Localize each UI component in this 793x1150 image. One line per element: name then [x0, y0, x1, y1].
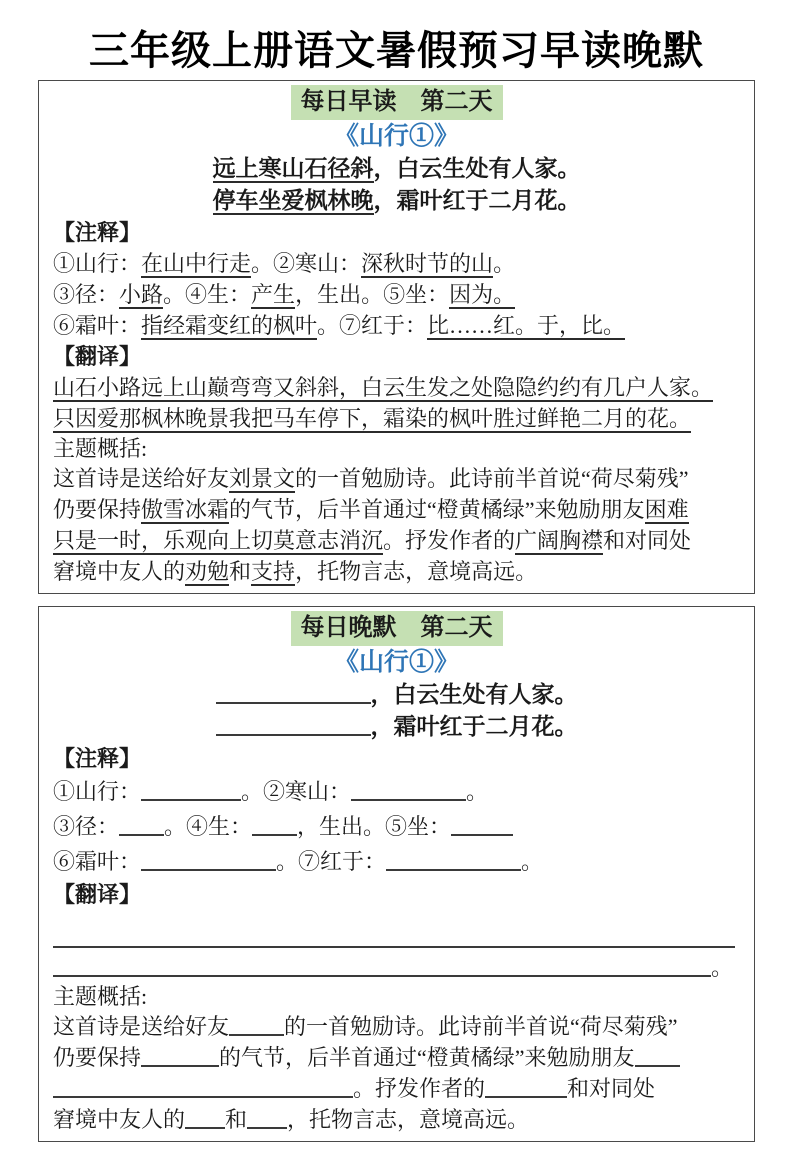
- underlined-answer: 刘景文: [229, 466, 296, 491]
- underlined-answer: 困难: [644, 497, 689, 522]
- answer-blank: [53, 1075, 353, 1098]
- answer-blank: [141, 848, 276, 871]
- poem-line: [53, 711, 740, 743]
- text-run: 和对同处: [603, 528, 692, 553]
- answer-blank: [141, 1044, 219, 1067]
- translation-line: [53, 403, 740, 434]
- text-run: 仍要保持: [53, 497, 142, 522]
- text-run: ，白云生处有人家。: [370, 682, 578, 707]
- theme-line: [53, 525, 740, 556]
- text-run: 。抒发作者的: [353, 1076, 486, 1101]
- underlined-answer: 只因爱那枫林晚景我把马车停下，霜染的枫叶胜过鲜艳二月的花。: [53, 406, 692, 431]
- text-run: 。②寒山：: [241, 779, 352, 804]
- evening-theme: [53, 1011, 740, 1135]
- underlined-answer: 傲雪冰霜: [141, 497, 230, 522]
- text-run: ，托物言志，意境高远。: [287, 1107, 530, 1132]
- morning-header-text: 每日早读 第二天: [291, 85, 503, 120]
- morning-reading-box: [38, 80, 755, 594]
- underlined-answer: 山石小路远上山巅弯弯又斜斜，白云生发之处隐隐约约有几户人家。: [53, 375, 714, 400]
- text-run: 。: [466, 779, 489, 804]
- answer-blank: [635, 1044, 680, 1067]
- answer-blank: [53, 925, 735, 948]
- text-run: 和: [229, 559, 252, 584]
- theme-line: [53, 1073, 740, 1104]
- text-run: 窘境中友人的: [53, 559, 186, 584]
- text-run: ，霜叶红于二月花。: [373, 188, 581, 213]
- evening-notes: [53, 774, 740, 879]
- text-run: 仍要保持: [53, 1045, 142, 1070]
- answer-blank: [185, 1106, 225, 1129]
- text-run: 。⑦红于：: [317, 313, 428, 338]
- text-run: 的气节，后半首通过“橙黄橘绿”来勉励朋友: [219, 1045, 635, 1070]
- evening-poem: [53, 679, 740, 743]
- text-run: 的气节，后半首通过“橙黄橘绿”来勉励朋友: [229, 497, 645, 522]
- underlined-answer: 只是一时，乐观向上切莫意志消沉: [53, 528, 384, 553]
- text-run: 这首诗是送给好友: [53, 466, 230, 491]
- poem-line: [53, 153, 740, 185]
- text-run: 。抒发作者的: [383, 528, 516, 553]
- text-run: ①山行：: [53, 251, 142, 276]
- evening-poem-title: 《山行①》: [333, 649, 459, 676]
- text-run: ①山行：: [53, 779, 142, 804]
- answer-blank: [386, 848, 521, 871]
- morning-theme: [53, 463, 740, 587]
- underlined-answer: 因为。: [449, 282, 516, 307]
- theme-line: [53, 1011, 740, 1042]
- note-line: [53, 809, 740, 844]
- underlined-answer: 在山中行走: [141, 251, 252, 276]
- morning-theme-label: 主题概括:: [53, 436, 148, 461]
- evening-theme-label: 主题概括:: [53, 984, 148, 1009]
- morning-poem-title: 《山行①》: [333, 123, 459, 150]
- morning-header: [53, 85, 740, 120]
- morning-poem: [53, 153, 740, 217]
- answer-blank: [247, 1106, 287, 1129]
- underlined-answer: 劝勉: [185, 559, 230, 584]
- note-line: [53, 844, 740, 879]
- text-run: ，托物言志，意境高远。: [295, 559, 538, 584]
- text-run: ③径：: [53, 814, 120, 839]
- text-run: ，白云生处有人家。: [373, 156, 581, 181]
- text-run: ，霜叶红于二月花。: [370, 714, 578, 739]
- text-run: ，生出。⑤坐：: [295, 282, 450, 307]
- text-run: 。: [521, 849, 544, 874]
- theme-line: [53, 1104, 740, 1135]
- morning-translation-label: 【翻译】: [53, 344, 142, 369]
- note-line: [53, 248, 740, 279]
- text-run: 。⑦红于：: [276, 849, 387, 874]
- answer-blank: [141, 778, 241, 801]
- text-run: ③径：: [53, 282, 120, 307]
- underlined-answer: 广阔胸襟: [515, 528, 604, 553]
- theme-line: [53, 1042, 740, 1073]
- answer-blank: [216, 712, 371, 736]
- answer-blank: [53, 954, 711, 977]
- underlined-answer: 产生: [251, 282, 296, 307]
- text-run: ⑥霜叶：: [53, 849, 142, 874]
- answer-blank: [351, 778, 466, 801]
- theme-line: [53, 556, 740, 587]
- evening-translation: [53, 924, 740, 982]
- text-run: 这首诗是送给好友: [53, 1014, 230, 1039]
- note-line: [53, 279, 740, 310]
- underlined-answer: 比……红。于，比。: [427, 313, 626, 338]
- answer-blank: [485, 1075, 567, 1098]
- theme-line: [53, 494, 740, 525]
- poem-line: [53, 185, 740, 217]
- theme-line: [53, 463, 740, 494]
- underlined-answer: 深秋时节的山: [361, 251, 494, 276]
- underlined-answer: 停车坐爱枫林晚: [212, 188, 374, 213]
- text-run: 。④生：: [163, 282, 252, 307]
- text-run: ，生出。⑤坐：: [297, 814, 452, 839]
- answer-blank: [119, 813, 164, 836]
- text-run: 和对同处: [567, 1076, 656, 1101]
- underlined-answer: 指经霜变红的枫叶: [141, 313, 318, 338]
- evening-dictation-box: [38, 606, 755, 1142]
- answer-blank: [252, 813, 297, 836]
- page-title: 三年级上册语文暑假预习早读晚默: [89, 28, 704, 73]
- text-run: 窘境中友人的: [53, 1107, 186, 1132]
- morning-notes-label: 【注释】: [53, 220, 142, 245]
- text-run: 的一首勉励诗。此诗前半首说“荷尽菊残”: [284, 1014, 678, 1039]
- evening-header-text: 每日晚默 第二天: [291, 611, 503, 646]
- evening-header: [53, 611, 740, 646]
- morning-translation: [53, 372, 740, 434]
- text-run: 。: [711, 955, 734, 980]
- worksheet-page: [0, 28, 793, 1150]
- underlined-answer: 远上寒山石径斜: [212, 156, 374, 181]
- answer-blank: [451, 813, 513, 836]
- translation-line: [53, 924, 740, 953]
- text-run: 。: [493, 251, 516, 276]
- translation-line: [53, 953, 740, 982]
- morning-notes: [53, 248, 740, 341]
- text-run: 和: [225, 1107, 248, 1132]
- answer-blank: [216, 680, 371, 704]
- text-run: 。④生：: [164, 814, 253, 839]
- text-run: 。②寒山：: [251, 251, 362, 276]
- text-run: ⑥霜叶：: [53, 313, 142, 338]
- poem-line: [53, 679, 740, 711]
- note-line: [53, 774, 740, 809]
- underlined-answer: 支持: [251, 559, 296, 584]
- translation-line: [53, 372, 740, 403]
- evening-notes-label: 【注释】: [53, 746, 142, 771]
- evening-translation-label: 【翻译】: [53, 882, 142, 907]
- answer-blank: [229, 1013, 284, 1036]
- note-line: [53, 310, 740, 341]
- text-run: 的一首勉励诗。此诗前半首说“荷尽菊残”: [295, 466, 689, 491]
- underlined-answer: 小路: [119, 282, 164, 307]
